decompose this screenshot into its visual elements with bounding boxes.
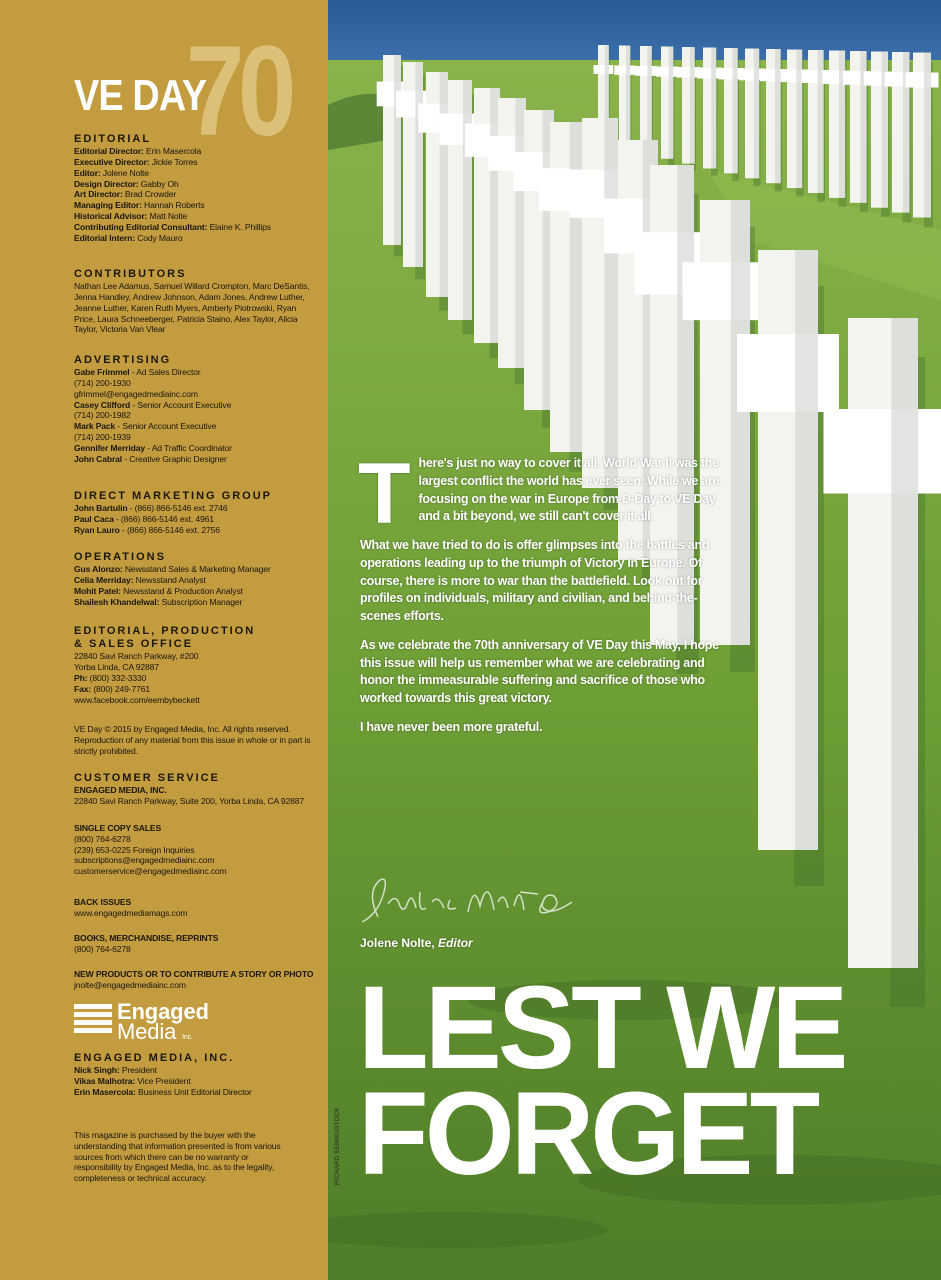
editorial-name: Cody Mauro (134, 232, 183, 243)
list-item-text: Newsstand Analyst (133, 574, 206, 585)
operations-heading: OPERATIONS (74, 551, 166, 563)
list-item (74, 662, 319, 673)
editorial-row (74, 168, 319, 179)
copyright-notice: VE Day © 2015 by Engaged Media, Inc. All rights reserved. Reproduction of any material from this issue in whole or in part is strictly prohibited. (74, 724, 311, 756)
list-item-text: Newsstand & Production Analyst (120, 585, 243, 596)
editorial-name: Hannah Roberts (141, 200, 205, 211)
list-item (74, 564, 319, 575)
list-item (74, 684, 319, 695)
brand-inc: Inc. (182, 1033, 193, 1041)
list-item-text: Vice President (135, 1075, 191, 1086)
engaged-media-logo (74, 1000, 319, 1046)
new-products-heading: NEW PRODUCTS OR TO CONTRIBUTE A STORY OR PHOTO (74, 969, 314, 979)
new-products-email[interactable]: jnolte@engagedmediainc.com (74, 979, 186, 990)
list-item-text: Subscription Manager (159, 596, 243, 607)
list-item-text: - Senior Account Executive (130, 399, 232, 410)
list-item-text: - Ad Sales Director (129, 367, 201, 378)
editorial-name: Gabby Oh (138, 178, 179, 189)
editorial-role: Editorial Intern: (74, 232, 135, 243)
office-list (74, 651, 319, 705)
editorial-name: Erin Masercola (143, 146, 202, 157)
list-item (74, 443, 319, 454)
list-item-label: Shailesh Khandelwal: (74, 596, 160, 607)
editorial-row (74, 200, 319, 211)
letter-paragraph-2: What we have tried to do is offer glimpses into the battles and operations leading up to the triumph of Victory in Europe. Of course, there is more to war than the battlefield. Look out for profiles on individuals, military and civilian, and behind-the-scenes efforts. (360, 538, 710, 623)
list-item-label: Gennifer Merriday (74, 442, 145, 453)
list-item-text: www.facebook.com/eembybeckett (74, 694, 200, 705)
list-item-label: Ryan Lauro (74, 524, 120, 535)
list-item (74, 421, 319, 432)
books-section (74, 933, 319, 955)
books-phone: (800) 764-6278 (74, 943, 131, 954)
list-item-text: (714) 200-1982 (74, 410, 131, 421)
headline (358, 962, 845, 1201)
headline-line-1: LEST WE (358, 962, 845, 1094)
list-item: (800) 764-6278 (74, 833, 131, 844)
list-item-text: - Senior Account Executive (115, 421, 217, 432)
editorial-row (74, 189, 319, 200)
single-copy-heading: SINGLE COPY SALES (74, 823, 162, 833)
editorial-row (74, 179, 319, 190)
list-item-text: (800) 332-3330 (87, 672, 147, 683)
list-item (74, 673, 319, 684)
list-item (74, 514, 319, 525)
list-item-label: John Bartulin (74, 503, 128, 514)
list-item-label: Mark Pack (74, 421, 116, 432)
direct-marketing-section (74, 490, 319, 536)
list-item (74, 1087, 319, 1098)
company-list (74, 1065, 319, 1097)
list-item (74, 695, 319, 706)
advertising-section (74, 354, 319, 465)
list-item (74, 367, 319, 378)
brand-name-2: Media (117, 1018, 177, 1044)
editorial-section (74, 133, 319, 244)
list-item-label: Celia Merriday: (74, 574, 134, 585)
back-issues-link[interactable]: www.engagedmediamags.com (74, 907, 188, 918)
logo-number: 70 (186, 20, 290, 163)
editor-signoff (360, 936, 473, 950)
editorial-name: Jickie Torres (149, 156, 198, 167)
customer-service-address: 22840 Savi Ranch Parkway, Suite 200, Yorba Linda, CA 92887 (74, 795, 305, 806)
letter-paragraph-3: As we celebrate the 70th anniversary of VE Day this May, I hope this issue will help us remember what we are celebrating and honor the immeasurable suffering and sacrifice of those who worked towards this great victory. (360, 637, 719, 705)
list-item (74, 586, 319, 597)
list-item-text: Newsstand Sales & Marketing Manager (122, 564, 271, 575)
signer-title: Editor (438, 936, 473, 950)
list-item-label: Erin Masercola: (74, 1086, 136, 1097)
list-item-label: Vikas Malhotra: (74, 1075, 136, 1086)
editorial-name: Brad Crowder (122, 189, 177, 200)
list-item-label: Casey Clifford (74, 399, 131, 410)
list-item-text: - Creative Graphic Designer (122, 453, 227, 464)
customer-service-company: ENGAGED MEDIA, INC. (74, 785, 167, 796)
list-item-text: gfrimmel@engagedmediainc.com (74, 388, 198, 399)
editorial-row (74, 222, 319, 233)
list-item-label: Nick Singh: (74, 1065, 120, 1076)
list-item (74, 378, 319, 389)
contributors-text: Nathan Lee Adamus, Samuel Willard Crompton, Marc DeSantis, Jenna Handley, Andrew Johnson, Adam Jones, Andrew Luther, Jeanne Luther, Karen Ruth Myers, Amberly Piotrowski, Ryan Price, Laura Schneeberger, Patricia Staino, Alex Taylor, Alicia Taylor, Victoria Van Vlear (74, 281, 310, 335)
list-item: (239) 653-0225 Foreign Inquiries (74, 844, 195, 855)
editor-signature (348, 862, 608, 932)
direct-marketing-heading: DIRECT MARKETING GROUP (74, 490, 272, 502)
drop-cap: T (358, 446, 409, 542)
list-item-text: - (866) 866-5146 ext. 4961 (113, 513, 214, 524)
photo-credit: RICHARD SEMIK/ISTOCK (335, 1107, 341, 1185)
list-item (74, 575, 319, 586)
list-item (74, 1065, 319, 1076)
list-item-label: John Cabral (74, 453, 123, 464)
list-item (74, 651, 319, 662)
list-item-label: Fax: (74, 683, 92, 694)
editorial-list (74, 146, 319, 243)
brand-name-1: Engaged (117, 999, 209, 1024)
contributors-heading: CONTRIBUTORS (74, 268, 187, 280)
editors-letter (358, 446, 720, 748)
editorial-role: Managing Editor: (74, 200, 142, 211)
back-issues-heading: BACK ISSUES (74, 897, 132, 907)
editorial-name: Matt Nolte (147, 211, 188, 222)
editorial-role: Executive Director: (74, 156, 150, 167)
editorial-row (74, 211, 319, 222)
list-item (74, 410, 319, 421)
editorial-role: Art Director: (74, 189, 123, 200)
logo-title: VE DAY (74, 71, 207, 120)
list-item (74, 400, 319, 411)
stripes-icon (74, 1002, 112, 1033)
operations-section (74, 551, 319, 607)
masthead-sidebar (0, 0, 328, 1280)
editorial-name: Jolene Nolte (100, 167, 149, 178)
editorial-role: Editor: (74, 167, 101, 178)
list-item-label: Paul Caca (74, 513, 114, 524)
operations-list (74, 564, 319, 607)
editorial-row (74, 233, 319, 244)
list-item-text: Yorba Linda, CA 92887 (74, 662, 159, 673)
signer-name: Jolene Nolte, (360, 936, 435, 950)
list-item-label: Mohit Patel: (74, 585, 121, 596)
office-heading-2: & SALES OFFICE (74, 638, 194, 651)
new-products-section (74, 969, 319, 991)
list-item (74, 503, 319, 514)
disclaimer: This magazine is purchased by the buyer with the understanding that information presented is from various sources from which there can be no warranty or responsibility by Engaged Media, Inc. as to the legality, completeness or technical accuracy. (74, 1130, 281, 1184)
company-heading: ENGAGED MEDIA, INC. (74, 1052, 235, 1064)
customer-service-heading: CUSTOMER SERVICE (74, 772, 220, 784)
list-item-text: (714) 200-1939 (74, 432, 131, 443)
list-item-label: Ph: (74, 672, 88, 683)
direct-marketing-list (74, 503, 319, 535)
list-item: customerservice@engagedmediainc.com (74, 866, 227, 877)
advertising-heading: ADVERTISING (74, 354, 172, 366)
list-item (74, 432, 319, 443)
list-item-label: Gabe Frimmel (74, 367, 130, 378)
office-section (74, 625, 319, 705)
contributors-section (74, 268, 319, 335)
letter-paragraph-1-text: here's just no way to cover it all. World War II was the largest conflict the world has ever seen. While we are focusing on the war in Europe from D-Day to VE Day and a bit beyond, we still can't cover it all. (418, 456, 720, 524)
editorial-role: Contributing Editorial Consultant: (74, 221, 208, 232)
books-heading: BOOKS, MERCHANDISE, REPRINTS (74, 933, 219, 943)
office-heading-1: EDITORIAL, PRODUCTION (74, 625, 256, 637)
editorial-role: Design Director: (74, 178, 139, 189)
list-item (74, 1076, 319, 1087)
list-item (74, 454, 319, 465)
editorial-row (74, 146, 319, 157)
list-item-text: 22840 Savi Ranch Parkway, #200 (74, 651, 199, 662)
list-item-text: (800) 249-7761 (91, 683, 150, 694)
list-item (74, 389, 319, 400)
editorial-row (74, 157, 319, 168)
editorial-role: Editorial Director: (74, 146, 144, 157)
single-copy-section (74, 823, 319, 877)
list-item-text: - (866) 866-5146 ext. 2756 (119, 524, 220, 535)
list-item (74, 597, 319, 608)
list-item-text: - (866) 866-5146 ext. 2746 (127, 503, 228, 514)
company-section (74, 1052, 319, 1098)
letter-paragraph-4: I have never been more grateful. (360, 719, 543, 734)
editorial-heading: EDITORIAL (74, 133, 152, 145)
letter-paragraph-1 (358, 446, 720, 542)
back-issues-section (74, 897, 319, 919)
list-item-text: Business Unit Editorial Director (135, 1086, 252, 1097)
list-item-text: - Ad Traffic Coordinator (145, 442, 232, 453)
customer-service-section (74, 772, 319, 807)
headline-line-2: FORGET (358, 1068, 817, 1201)
list-item (74, 525, 319, 536)
list-item-text: (714) 200-1930 (74, 377, 131, 388)
single-copy-list (74, 834, 319, 877)
editorial-role: Historical Advisor: (74, 211, 148, 222)
list-item: subscriptions@engagedmediainc.com (74, 855, 215, 866)
list-item-label: Gus Alonzo: (74, 564, 123, 575)
list-item-text: President (119, 1065, 157, 1076)
editorial-name: Elaine K. Phillips (207, 221, 271, 232)
advertising-list (74, 367, 319, 464)
